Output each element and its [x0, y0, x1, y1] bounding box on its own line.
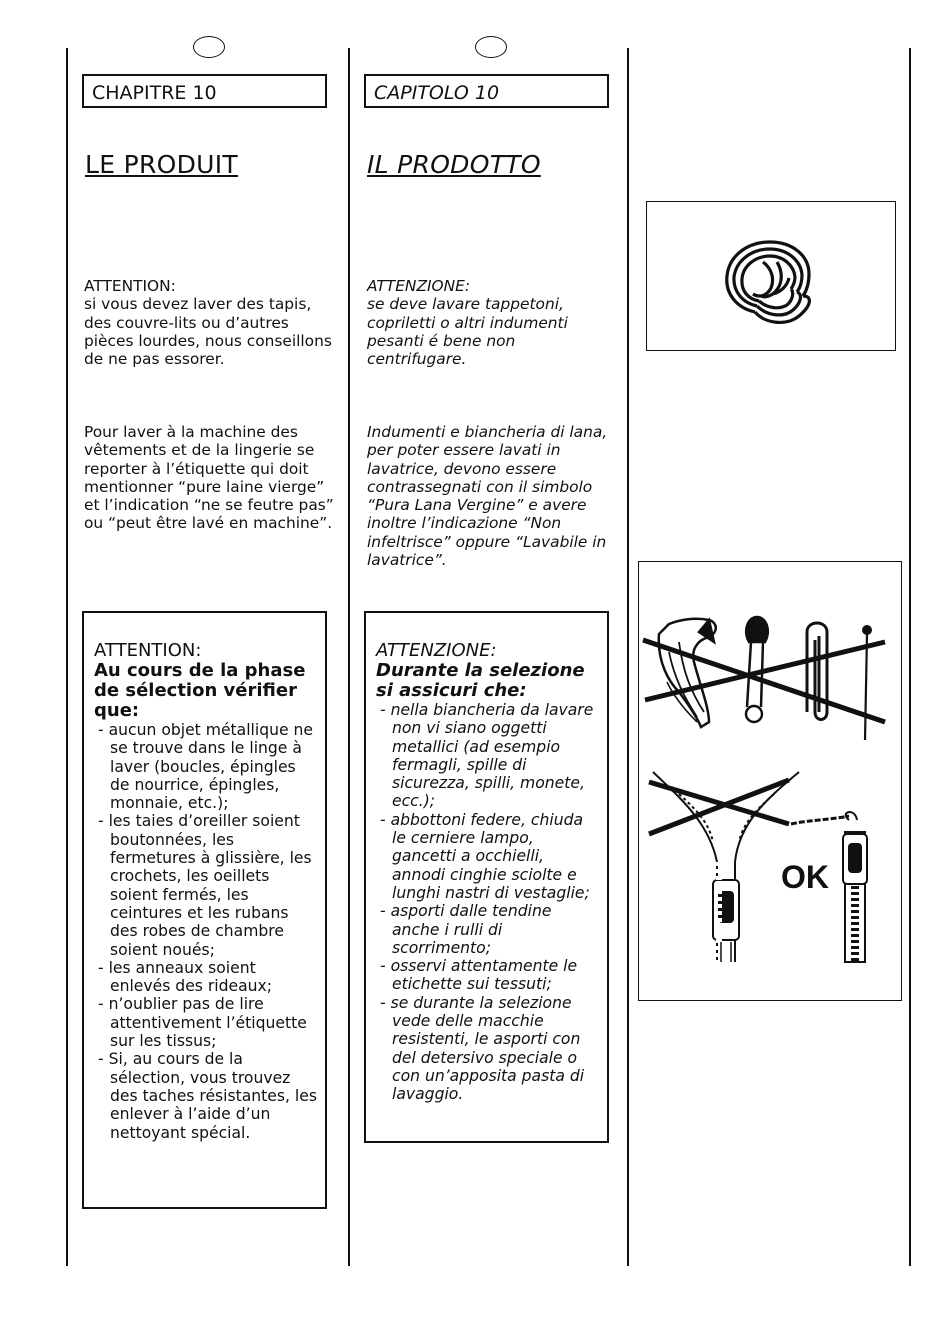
check-list-fr [94, 721, 317, 1142]
cross-mark-icon [643, 640, 885, 722]
zipper-ok-label: OK [781, 859, 829, 895]
wool-text-fr: Pour laver à la machine des vêtements et de la lingerie se reporter à l’étiquette qui doit mentionner “pure laine vierge” et l’indication “ne se feutre pas” ou “peut être lavé en machine”. [84, 423, 334, 533]
list-item: - les anneaux soient enlevés des rideaux; [98, 958, 273, 996]
list-item: - Si, au cours de la sélection, vous trouvez des taches résistantes, les enlever à l’aide d’un nettoyant spécial. [98, 1050, 317, 1142]
list-item: - abbottoni federe, chiuda le cerniere lampo, gancetti a occhielli, annodi cinghie sciolte e lunghi nastri di vestaglie; [380, 810, 590, 902]
box-title-it: ATTENZIONE: [376, 640, 497, 661]
box-title-fr: ATTENTION: [94, 640, 202, 661]
wool-text-it: Indumenti e biancheria di lana, per poter essere lavati in lavatrice, devono essere contrassegnati con il simbolo “Pura Lana Vergine” e avere inoltre l’indicazione “Non infeltrisce” oppure “Lavabile in lavatrice”. [367, 423, 608, 570]
list-item: - osservi attentamente le etichette sui tessuti; [380, 957, 578, 994]
page-title-fr: LE PRODUIT [85, 150, 238, 179]
attention-label-fr: ATTENTION: [84, 277, 176, 295]
paper-clip-icon [807, 623, 827, 720]
list-item: - n’oublier pas de lire attentivement l’étiquette sur les tissus; [98, 995, 307, 1051]
cross-mark-icon [649, 780, 789, 834]
box-subtitle-fr: Au cours de la phase de sélection vérifier que: [94, 660, 306, 721]
attention-text-fr: si vous devez laver des tapis, des couvre-lits ou d’autres pièces lourdes, nous conseillons de ne pas essorer. [84, 295, 332, 369]
chapter-heading-fr: CHAPITRE 10 [82, 74, 327, 108]
selection-warning-box-it [364, 611, 609, 1143]
chapter-heading-it: CAPITOLO 10 [364, 74, 609, 108]
objects-and-zipper-illustration [639, 562, 900, 999]
page-title-it: IL PRODOTTO [367, 150, 541, 179]
column-rule-right [627, 48, 629, 1266]
metal-objects-figure [638, 561, 902, 1001]
closed-zipper-icon [843, 812, 867, 962]
attention-text-it: se deve lavare tappetoni, copriletti o altri indumenti pesanti é bene non centrifugare. [367, 295, 568, 369]
column-rule-left [66, 48, 68, 1266]
selection-warning-box-fr [82, 611, 327, 1209]
attention-note-fr [84, 277, 334, 368]
hair-clip-icon [659, 619, 716, 727]
open-zipper-icon [653, 772, 799, 962]
list-item: - nella biancheria da lavare non vi siano oggetti metallici (ad esempio fermagli, spille di sicurezza, spilli, monete, ecc.); [380, 701, 594, 811]
pin-icon [862, 625, 872, 740]
check-list-it [376, 701, 599, 1104]
list-item: - se durante la selezione vede delle macchie resistenti, le asporti con del detersivo speciale o con un’apposita pasta di lavaggio. [380, 993, 585, 1104]
language-oval-fr [193, 36, 225, 58]
attention-label-it: ATTENZIONE: [367, 277, 471, 295]
box-subtitle-it: Durante la selezione si assicuri che: [376, 660, 585, 701]
column-rule-middle [348, 48, 350, 1266]
wool-paragraph-it [367, 423, 617, 569]
wool-paragraph-fr [84, 423, 334, 533]
list-item: - aucun objet métallique ne se trouve dans le linge à laver (boucles, épingles de nourrice, épingles, monnaie, etc.); [98, 721, 314, 813]
attention-note-it [367, 277, 617, 368]
pure-wool-icon [647, 202, 894, 349]
language-oval-it [475, 36, 507, 58]
list-item: - les taies d’oreiller soient boutonnées, les fermetures à glissière, les crochets, les oeillets soient fermés, les ceintures et les rubans des robes de chambre soient noués; [98, 812, 312, 959]
column-rule-edge [909, 48, 911, 1266]
list-item: - asporti dalle tendine anche i rulli di scorrimento; [380, 902, 552, 957]
wool-symbol-figure [646, 201, 896, 351]
